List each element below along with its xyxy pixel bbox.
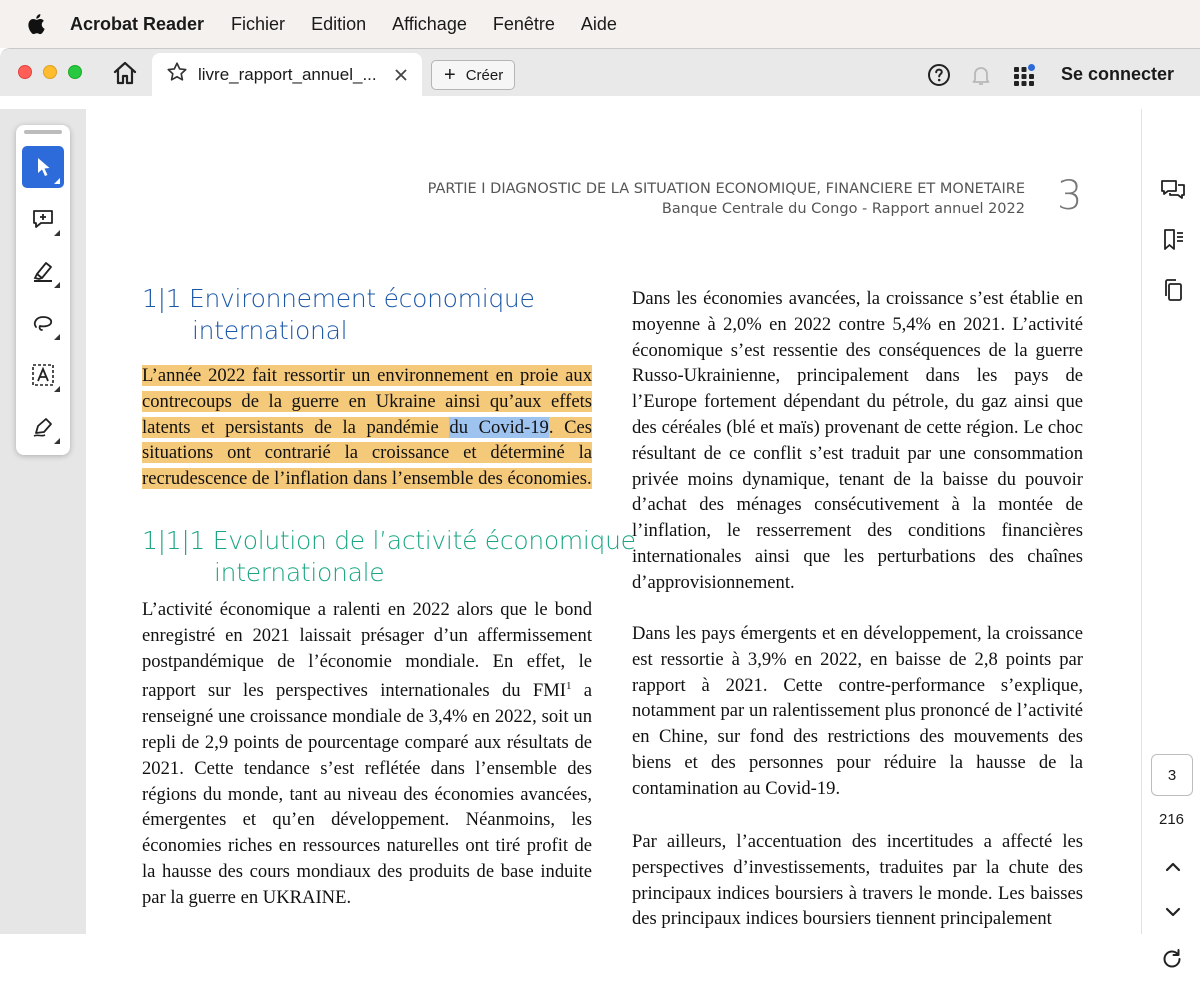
section-heading-line1: 1|1 Environnement économique [142, 284, 535, 313]
refresh-icon[interactable] [1159, 946, 1185, 972]
section-heading [142, 283, 535, 347]
page-header [428, 179, 1025, 219]
page-header-subtitle: Banque Centrale du Congo - Rapport annuel 2022 [661, 201, 1025, 217]
total-pages-label: 216 [1158, 811, 1185, 828]
menu-fenetre[interactable]: Fenêtre [492, 13, 555, 34]
chevron-down-icon[interactable] [1160, 899, 1186, 925]
close-window-button[interactable] [18, 65, 32, 79]
document-tab[interactable] [152, 53, 422, 96]
menu-bar [0, 0, 1200, 48]
pdf-page [86, 109, 1141, 934]
menu-edition[interactable]: Edition [311, 13, 367, 34]
palette-drag-handle[interactable] [24, 130, 62, 134]
star-icon[interactable] [166, 61, 188, 88]
apps-icon[interactable] [1012, 61, 1036, 89]
subsection-heading-line2: internationale [214, 558, 385, 587]
current-page-input[interactable]: 3 [1151, 754, 1193, 796]
highlight-icon[interactable] [22, 250, 64, 292]
sign-pen-icon[interactable] [22, 406, 64, 448]
comments-icon[interactable] [1160, 177, 1186, 203]
plus-icon: + [444, 64, 456, 86]
text-box-icon[interactable] [22, 354, 64, 396]
home-icon[interactable] [110, 58, 140, 88]
bell-icon[interactable] [969, 61, 993, 89]
create-button[interactable] [431, 60, 515, 90]
tab-title: livre_rapport_annuel_... [198, 64, 377, 84]
body-paragraph[interactable] [142, 597, 592, 911]
sign-in-button[interactable]: Se connecter [1061, 64, 1175, 84]
add-comment-icon[interactable] [22, 198, 64, 240]
close-icon[interactable] [394, 68, 408, 82]
intro-paragraph[interactable] [142, 363, 592, 492]
subsection-heading-line1: 1|1|1 Evolution de l’activité économique [142, 526, 636, 555]
body-text: Par ailleurs, l’accentuation des incertitudes a affecté les perspectives d’investissements, traduites par la chute des principaux indices boursiers à travers le monde. Les baisses des principaux indices boursiers tiennent principalement [632, 831, 1083, 930]
page-header-title: PARTIE I DIAGNOSTIC DE LA SITUATION ECONOMIQUE, FINANCIERE ET MONETAIRE [427, 181, 1025, 197]
body-paragraph[interactable] [632, 829, 1083, 932]
page-number: 3 [1057, 173, 1083, 219]
app-name-menu[interactable]: Acrobat Reader [70, 13, 205, 34]
menu-affichage[interactable]: Affichage [392, 13, 467, 34]
right-panel-rail [1141, 109, 1200, 934]
select-cursor-icon[interactable] [22, 146, 64, 188]
tab-bar [0, 49, 1200, 96]
body-text: Dans les pays émergents et en développement, la croissance est ressortie à 3,9% en 2022, en baisse de 2,8 points par rapport à 2021. Cette contre-performance s’explique, notamment par un ralentissement plus prononcé de l’activité en Chine, sur fond des restrictions des mouvements des biens et des personnes pour réduire la hausse de la contamination au Covid-19. [632, 623, 1083, 799]
body-paragraph[interactable] [632, 621, 1083, 802]
body-text: Dans les économies avancées, la croissance s’est établie en moyenne à 2,0% en 2022 contre 5,4% en 2021. L’activité économique s’est ressentie des conséquences de la guerre Russo-Ukrainienne, principalement dans les pays de l’Europe fortement dépendant du pétrole, du gaz ainsi que des céréales (blé et maïs) provenant de cette région. Le choc résultant de ce conflit s’est traduit par une consommation privée moins dynamique, tenant de la baisse du pouvoir d’achat des ménages consécutivement à la montée de l’inflation, le resserrement des conditions financières internationales ainsi que les perturbations des chaînes d’approvisionnement. [632, 288, 1083, 593]
chevron-up-icon[interactable] [1160, 854, 1186, 880]
highlighted-text[interactable]: . Ces situations ont contrarié la croissance et déterminé la recrudescence de l’inflation dans l’ensemble des économies. [142, 416, 592, 490]
create-label: Créer [465, 66, 504, 84]
menu-aide[interactable]: Aide [580, 13, 617, 34]
highlighted-text[interactable]: L’année 2022 fait ressortir un environnement en proie aux contrecoups de la guerre en Ukraine ainsi qu’aux effets latents et persistants de la pandémie [142, 365, 592, 438]
subsection-heading [142, 525, 636, 589]
apple-icon[interactable] [26, 12, 48, 36]
section-heading-line2: international [192, 316, 348, 345]
bookmarks-icon[interactable] [1160, 227, 1186, 253]
quick-tools-palette [16, 125, 70, 455]
body-paragraph[interactable] [632, 286, 1083, 596]
help-icon[interactable] [927, 61, 951, 89]
zoom-window-button[interactable] [68, 65, 82, 79]
selected-text[interactable]: du Covid-19 [449, 416, 549, 438]
draw-lasso-icon[interactable] [22, 302, 64, 344]
minimize-window-button[interactable] [43, 65, 57, 79]
document-viewport [0, 109, 1141, 934]
footnote-marker[interactable]: 1 [565, 680, 572, 693]
body-text: a renseigné une croissance mondiale de 3,4% en 2022, soit un repli de 2,9 points de pourcentage comparé aux résultats de 2021. Cette tendance s’est reflétée dans l’ensemble des régions du monde, tant au niveau des économies avancées, émergentes et qu’en développement. Néanmoins, les économies riches en ressources naturelles ont tiré profit de la hausse des cours mondiaux des produits de base induite par la guerre en UKRAINE. [142, 680, 592, 908]
pages-icon[interactable] [1160, 277, 1186, 303]
body-text: L’activité économique a ralenti en 2022 alors que le bond enregistré en 2021 laissait présager d’un affermissement postpandémique de l’économie mondiale. En effet, le rapport sur les perspectives internationales du FMI [142, 599, 592, 702]
menu-fichier[interactable]: Fichier [231, 13, 286, 34]
